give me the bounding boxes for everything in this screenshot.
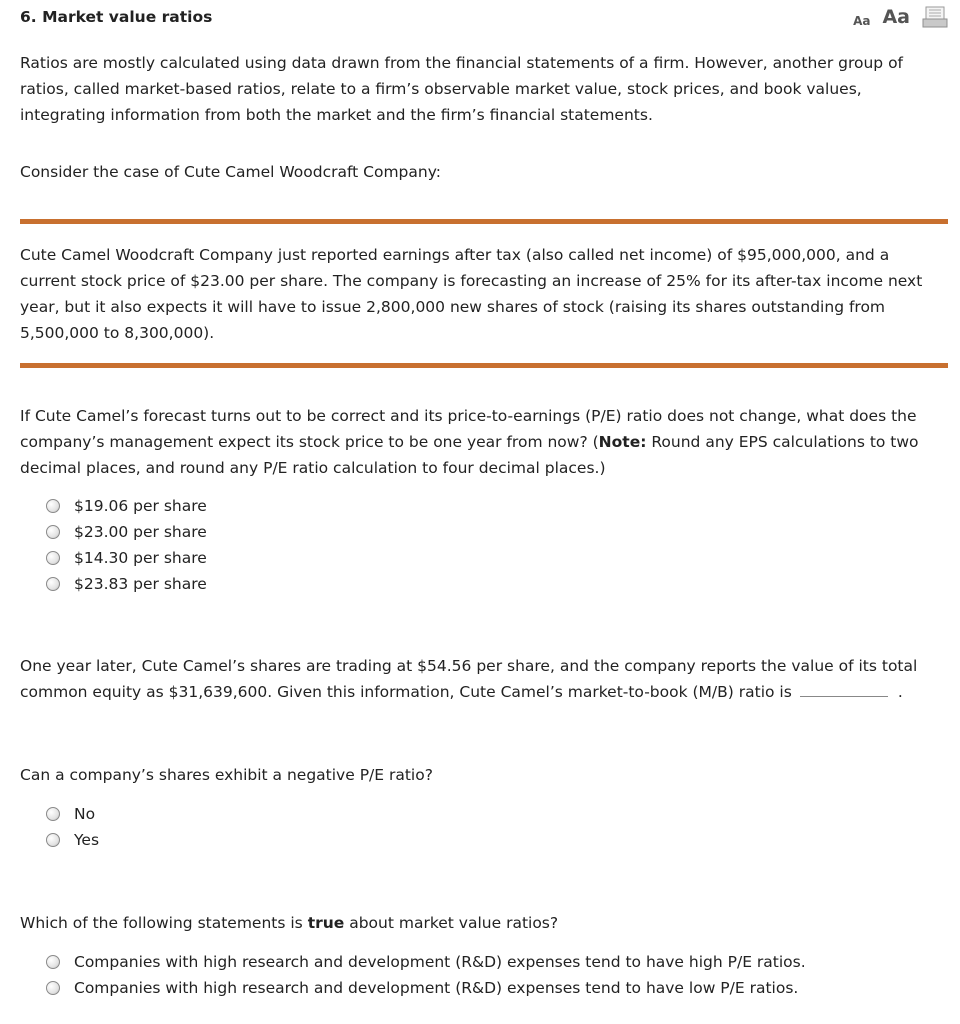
radio-button[interactable]: [46, 807, 60, 821]
radio-button[interactable]: [46, 499, 60, 513]
option-label: $23.83 per share: [74, 575, 207, 593]
note-label: Note:: [598, 433, 647, 451]
q1-option-1[interactable]: [46, 493, 207, 519]
page-title: 6. Market value ratios: [20, 8, 213, 26]
consider-text: Consider the case of Cute Camel Woodcraft Company:: [20, 163, 441, 181]
option-label: No: [74, 805, 96, 823]
option-label: Yes: [74, 831, 100, 849]
question-4-options: [46, 949, 806, 1001]
option-label: $23.00 per share: [74, 523, 207, 541]
true-emphasis: true: [307, 914, 345, 932]
q4-option-high-pe[interactable]: [46, 949, 806, 975]
radio-button[interactable]: [46, 551, 60, 565]
q1-option-4[interactable]: [46, 571, 207, 597]
radio-button[interactable]: [46, 833, 60, 847]
q1-option-2[interactable]: [46, 519, 207, 545]
option-label: $19.06 per share: [74, 497, 207, 515]
mb-ratio-input[interactable]: [800, 682, 888, 697]
case-text: Cute Camel Woodcraft Company just reported earnings after tax (also called net income) of $95,000,000, and a current stock price of $23.00 per share. The company is forecasting an increase of 25% for its after-tax income next year, but it also expects it will have to issue 2,800,000 new shares of stock (raising its shares outstanding from 5,500,000 to 8,300,000).: [20, 246, 923, 342]
case-bottom-rule: [20, 363, 948, 368]
case-top-rule: [20, 219, 948, 224]
font-size-increase-button[interactable]: Aa: [882, 6, 910, 28]
print-icon[interactable]: [922, 6, 948, 28]
question-1-text: If Cute Camel’s forecast turns out to be correct and its price-to-earnings (P/E) ratio does not change, what does the company’s management expect its stock price to be one year from now? (Note: Round any EPS calculations to two decimal places, and round any P/E ratio calculation to four decimal places.): [20, 407, 919, 477]
q3-option-yes[interactable]: [46, 827, 99, 853]
option-label: Companies with high research and development (R&D) expenses tend to have low P/E ratios.: [74, 979, 799, 997]
radio-button[interactable]: [46, 955, 60, 969]
question-3-text: Can a company’s shares exhibit a negative P/E ratio?: [20, 766, 433, 784]
question-2-text: One year later, Cute Camel’s shares are trading at $54.56 per share, and the company reports the value of its total common equity as $31,639,600. Given this information, Cute Camel’s market-to-book (M/B) ratio is .: [20, 657, 918, 701]
intro-paragraph: Ratios are mostly calculated using data drawn from the financial statements of a firm. However, another group of ratios, called market-based ratios, relate to a firm’s observable market value, stock prices, and book values, integrating information from both the market and the firm’s financial statements.: [20, 54, 904, 124]
question-3-options: [46, 801, 99, 853]
radio-button[interactable]: [46, 981, 60, 995]
font-size-decrease-button[interactable]: Aa: [853, 14, 871, 28]
question-4-text: Which of the following statements is true about market value ratios?: [20, 914, 559, 932]
toolbar: [853, 6, 948, 28]
radio-button[interactable]: [46, 525, 60, 539]
q4-option-low-pe[interactable]: [46, 975, 806, 1001]
radio-button[interactable]: [46, 577, 60, 591]
q3-option-no[interactable]: [46, 801, 99, 827]
question-1-options: [46, 493, 207, 597]
option-label: $14.30 per share: [74, 549, 207, 567]
option-label: Companies with high research and development (R&D) expenses tend to have high P/E ratios.: [74, 953, 806, 971]
q1-option-3[interactable]: [46, 545, 207, 571]
